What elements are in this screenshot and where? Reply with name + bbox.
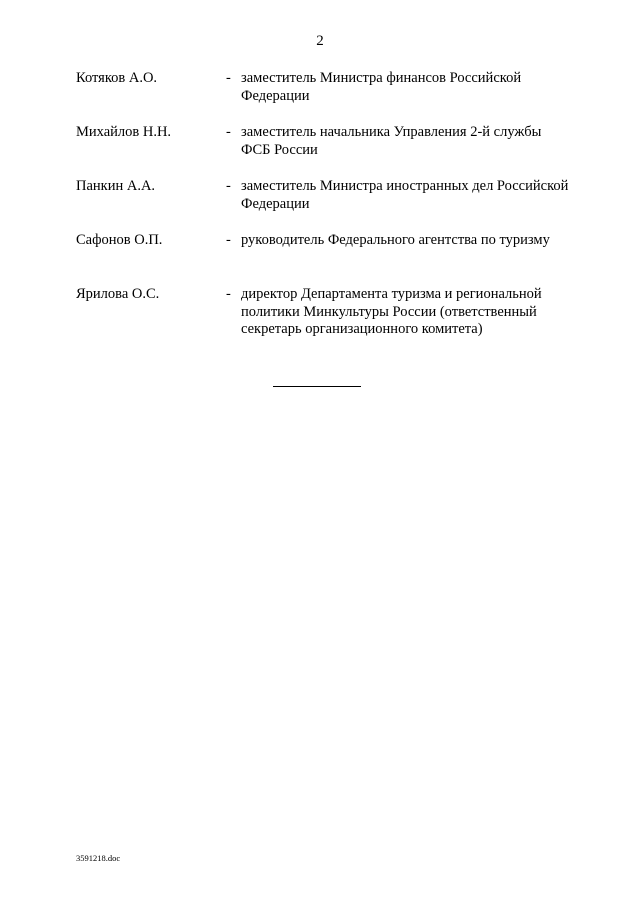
member-name: Панкин А.А. [76,178,156,194]
member-row [76,70,566,124]
member-list [76,70,569,358]
member-role: заместитель начальника Управления 2-й службы ФСБ России [241,124,542,158]
document-filename: 3591218.doc [76,853,121,863]
member-dash: - [226,124,231,140]
member-row [76,178,569,232]
member-name: Сафонов О.П. [76,232,163,248]
member-role: заместитель Министра иностранных дел Российской Федерации [241,178,569,212]
member-dash: - [226,70,231,86]
member-dash: - [226,232,231,248]
closing-rule [273,386,361,387]
member-role: руководитель Федерального агентства по туризму [241,232,550,248]
member-name: Ярилова О.С. [76,286,160,302]
member-dash: - [226,178,231,194]
member-name: Котяков А.О. [76,70,158,86]
member-row [76,286,566,358]
member-row [76,124,566,178]
member-dash: - [226,286,231,302]
member-name: Михайлов Н.Н. [76,124,172,140]
member-role: заместитель Министра финансов Российской Федерации [241,70,522,104]
member-role: директор Департамента туризма и региональной политики Минкультуры России (ответственный секретарь организационного комитета) [241,286,542,337]
member-row [76,232,566,286]
page-number: 2 [316,33,324,49]
